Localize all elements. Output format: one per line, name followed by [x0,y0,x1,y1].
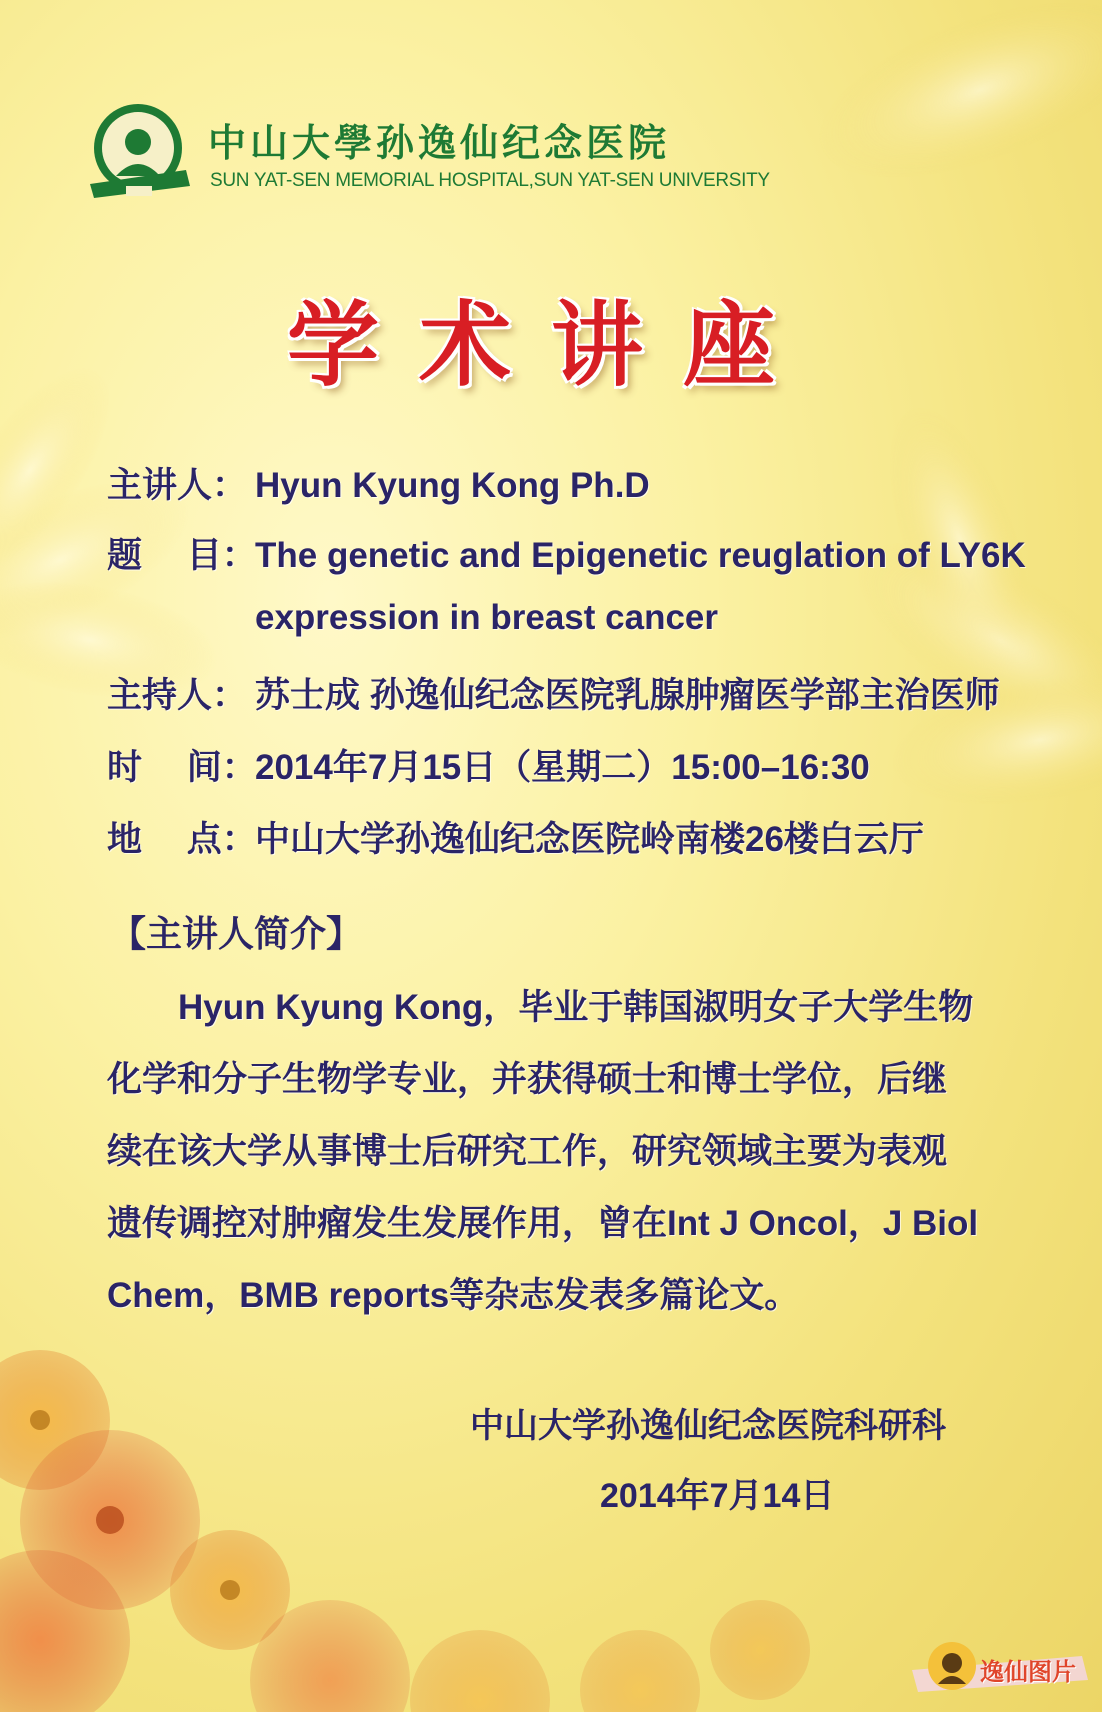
bio-line-5: Chem，BMB reports等杂志发表多篇论文。 [107,1276,800,1315]
time-value: 2014年7月15日（星期二）15:00–16:30 [255,748,870,787]
hospital-chinese-name: 中山大學孙逸仙纪念医院 [208,120,671,165]
topic-value-continued: expression in breast cancer [255,598,718,637]
host-label: 主持人： [107,676,248,715]
speaker-row [107,458,650,508]
host-row [107,668,1000,718]
topic-label: 题 目： [107,536,257,575]
lecture-title: 学术讲座 [286,291,815,399]
hospital-english-name: SUN YAT-SEN MEMORIAL HOSPITAL,SUN YAT-SEN UNIVERSITY [210,170,770,191]
topic-row [107,528,1026,578]
time-label: 时 间： [107,748,257,787]
time-row [107,740,870,790]
host-value: 苏士成 孙逸仙纪念医院乳腺肿瘤医学部主治医师 [255,676,1000,715]
speaker-label: 主讲人： [107,466,248,505]
signature-date: 2014年7月14日 [600,1477,835,1515]
bio-line-3: 续在该大学从事博士后研究工作，研究领域主要为表观 [107,1132,948,1171]
hospital-seal-icon [86,100,196,210]
location-row [107,812,924,862]
watermark-text: 逸仙图片 [980,1658,1076,1686]
bio-line-4: 遗传调控对肿瘤发生发展作用，曾在Int J Oncol，J Biol [107,1204,979,1243]
location-value: 中山大学孙逸仙纪念医院岭南楼26楼白云厅 [255,820,924,859]
speaker-value: Hyun Kyung Kong Ph.D [255,466,650,505]
bio-line-1: Hyun Kyung Kong，毕业于韩国淑明女子大学生物 [178,988,974,1027]
location-label: 地 点： [107,820,257,859]
topic-value: The genetic and Epigenetic reuglation of LY6K [255,536,1026,575]
signature-organization: 中山大学孙逸仙纪念医院科研科 [470,1407,946,1445]
bio-line-2: 化学和分子生物学专业，并获得硕士和博士学位，后继 [107,1060,948,1099]
bio-heading: 【主讲人简介】 [110,913,363,954]
